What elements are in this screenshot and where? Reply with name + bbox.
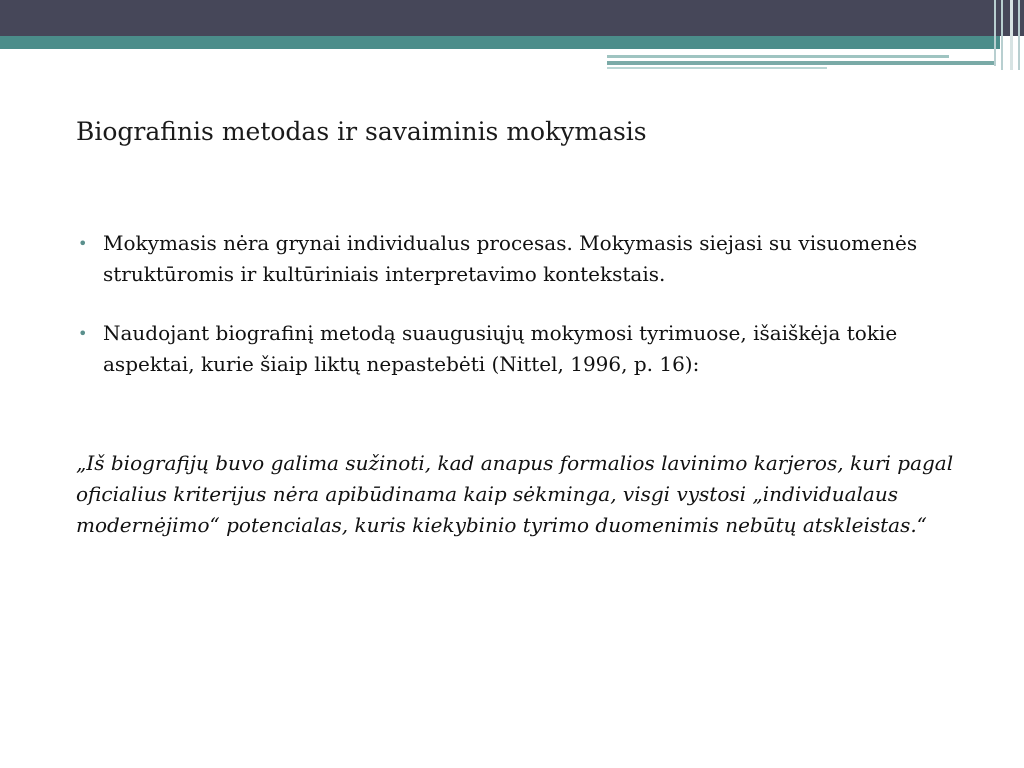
header-vertical-stripe xyxy=(1018,0,1020,70)
header-bar-teal xyxy=(0,36,1000,49)
header-vertical-stripe xyxy=(994,0,996,66)
bullet-list xyxy=(76,228,976,408)
header-accent-line xyxy=(607,61,995,65)
slide-title: Biografinis metodas ir savaiminis mokymasis xyxy=(76,117,647,146)
header-accent-line xyxy=(607,67,827,69)
header-vertical-stripe xyxy=(1001,0,1003,70)
bullet-item xyxy=(76,318,976,380)
bullet-text: Naudojant biografinį metodą suaugusiųjų mokymosi tyrimuose, išaiškėja tokie aspektai, kurie šiaip liktų nepastebėti (Nittel, 1996, p. 16): xyxy=(103,321,898,376)
header-vertical-stripe xyxy=(1010,0,1013,70)
header-accent-line xyxy=(607,55,949,58)
quote-block: „Iš biografijų buvo galima sužinoti, kad anapus formalios lavinimo karjeros, kuri pagal oficialius kriterijus nėra apibūdinama kaip sėkminga, visgi vystosi „individualaus modernėjimo“ potencialas, kuris kiekybinio tyrimo duomenimis nebūtų atskleistas.“ xyxy=(76,451,954,537)
bullet-item xyxy=(76,228,976,290)
bullet-icon: • xyxy=(78,234,88,253)
header-bar-dark xyxy=(0,0,1024,36)
bullet-icon: • xyxy=(78,324,88,343)
bullet-text: Mokymasis nėra grynai individualus procesas. Mokymasis siejasi su visuomenės struktūromis ir kultūriniais interpretavimo kontekstais. xyxy=(103,231,918,286)
